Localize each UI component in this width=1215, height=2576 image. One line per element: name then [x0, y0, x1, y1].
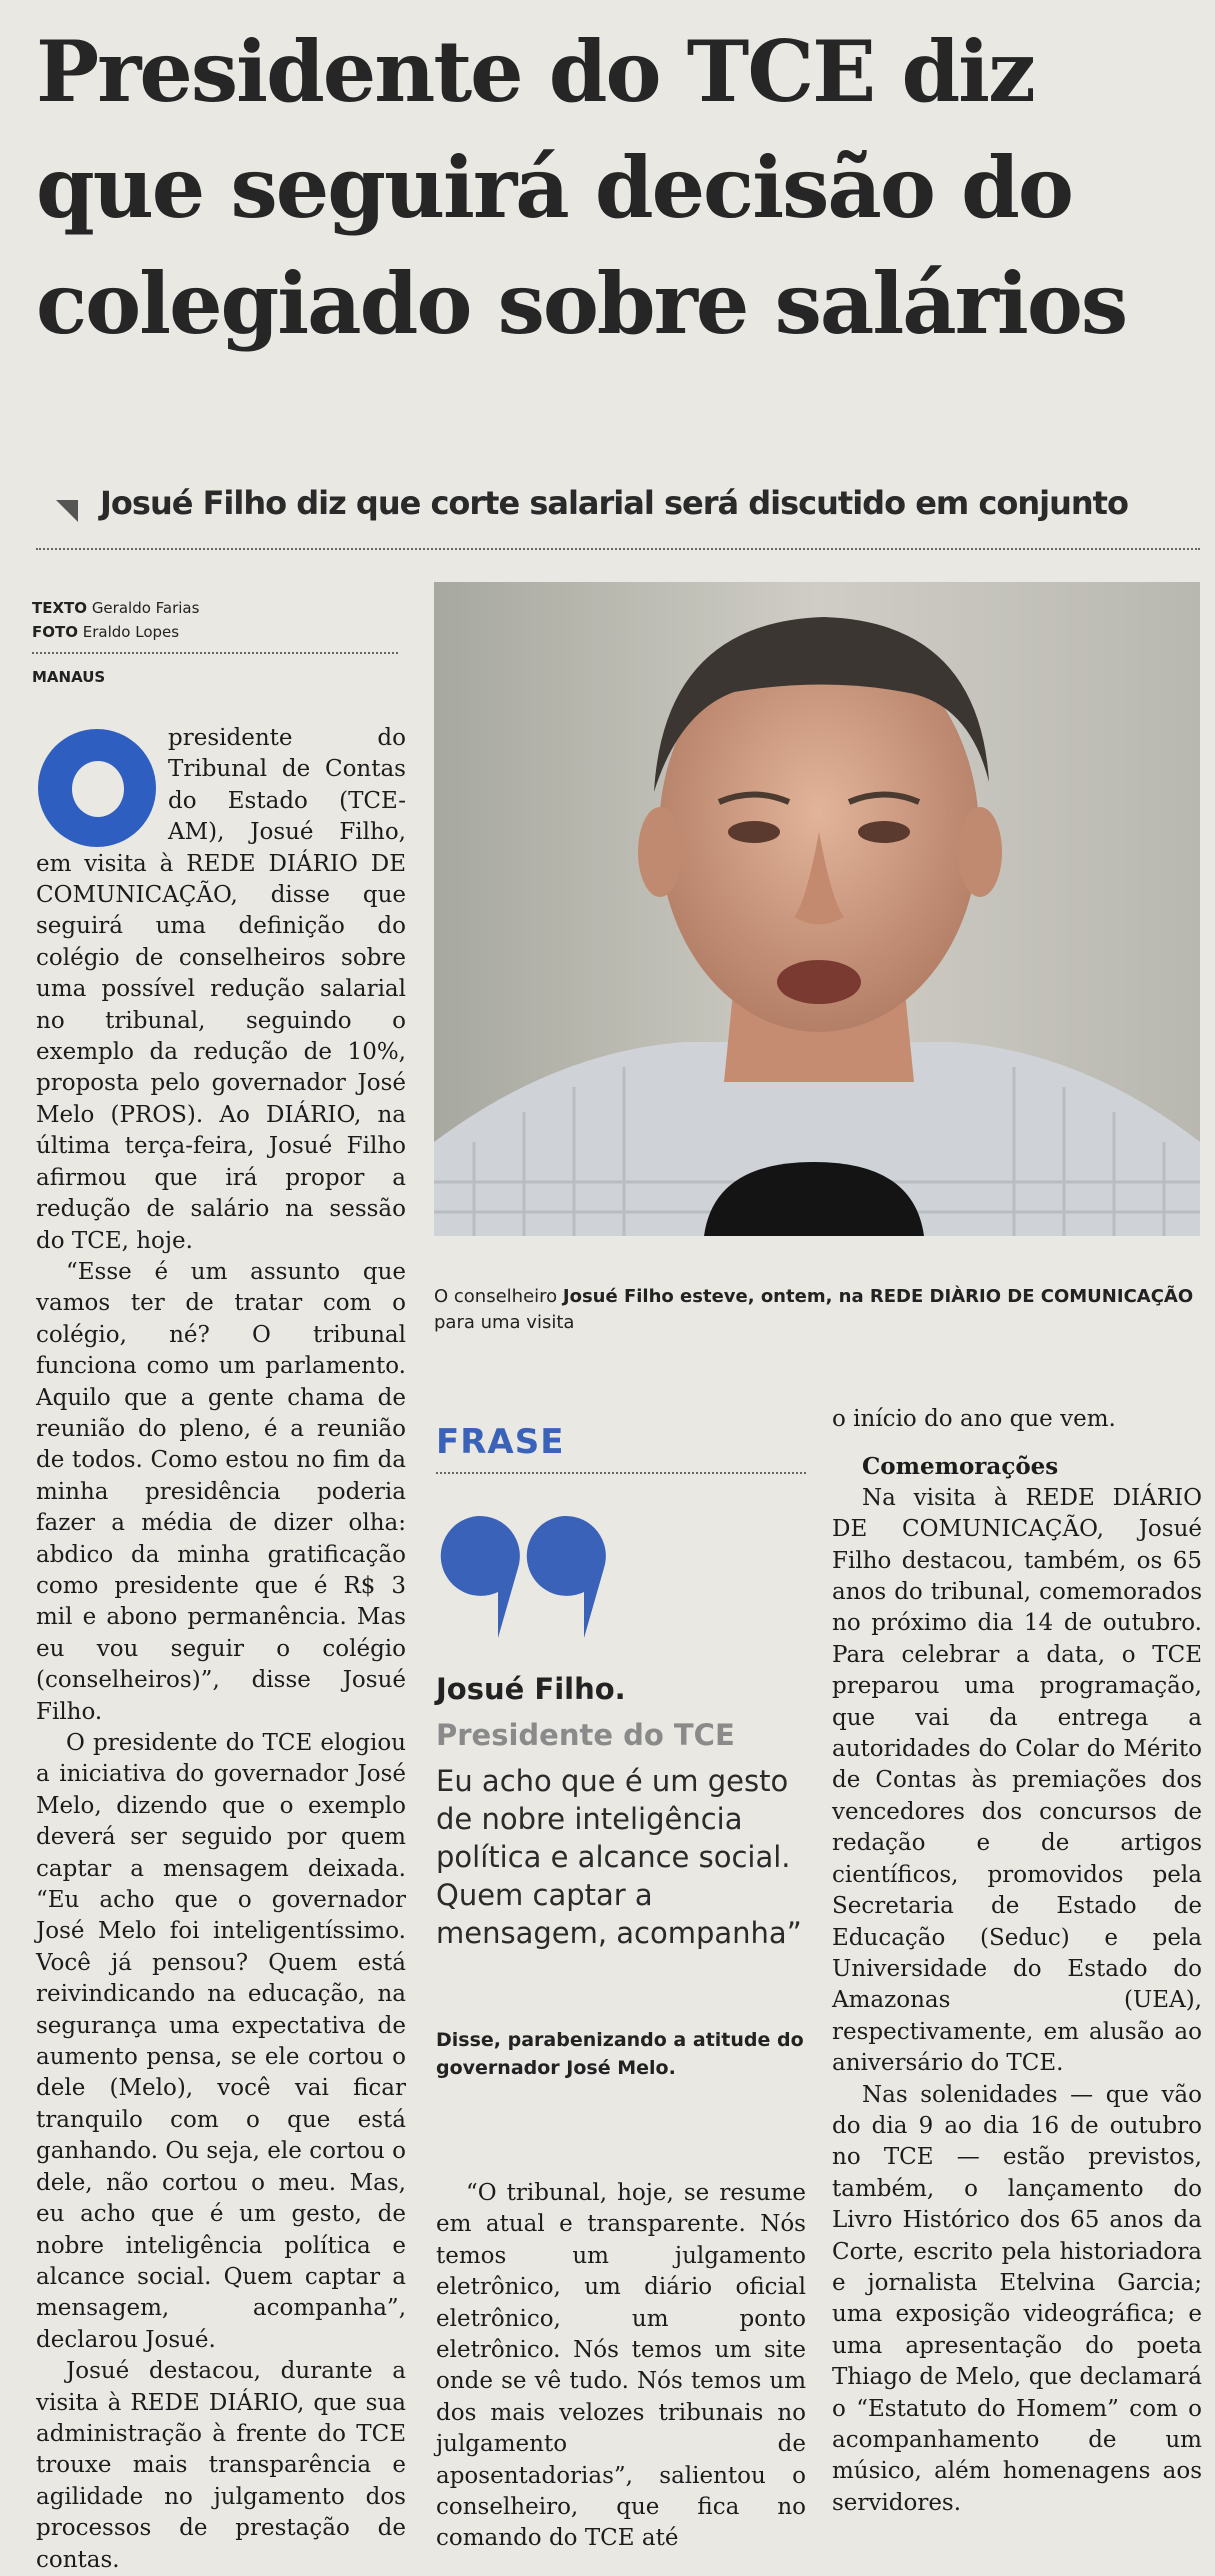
article-column-2 — [436, 2178, 806, 2555]
article-column-1 — [36, 723, 406, 2576]
frase-quote: Eu acho que é um gesto de nobre inteligência política e alcance social. Quem captar a mensagem, acompanha” — [436, 1764, 802, 1950]
photo-credit-author: Eraldo Lopes — [82, 623, 180, 641]
paragraph: O presidente do TCE elogiou a iniciativa do governador José Melo, dizendo que o exemplo deverá ser seguido por quem captar a mensagem deixada. “Eu acho que o governador José Melo foi inteligentíssimo. Você já pensou? Quem está reivindicando na educação, na segurança uma expectativa de aumento pensa, se ele cortou o dele (Melo), você vai ficar tranquilo com o que está ganhando. Ou seja, ele cortou o dele, não cortou o meu. Mas, eu acho que é um gesto, de nobre inteligência política e alcance social. Quem captar a mensagem, acompanha”, declarou Josué. — [36, 1730, 406, 2353]
text-credit-author: Geraldo Farias — [91, 599, 200, 617]
paragraph: Nas solenidades — que vão do dia 9 ao dia 16 de outubro no TCE — estão previstos, também, o lançamento do Livro Histórico dos 65 anos da Corte, escrito pela historiadora e jornalista Etelvina Garcia; uma exposição videográfica; e uma apresentação do poeta Thiago de Melo, que declamará o “Estatuto do Homem” com o acompanhamento de um músico, além homenagens aos servidores. — [832, 2081, 1202, 2516]
frase-label: FRASE — [436, 1422, 565, 1462]
section-subhead: Comemorações — [862, 1453, 1059, 1481]
paragraph: “O tribunal, hoje, se resume em atual e transparente. Nós temos um julgamento eletrônico, um diário oficial eletrônico, um ponto eletrônico. Nós temos um site onde se vê tudo. Nós temos um dos mais velozes tribunais no julgamento de aposentadorias”, salientou o conselheiro, que fica no comando do TCE até — [436, 2180, 806, 2552]
portrait-photo — [434, 582, 1200, 1236]
frase-note: Disse, parabenizando a atitude do governador José Melo. — [436, 2029, 804, 2079]
quote-mark-icon — [436, 1512, 608, 1642]
dateline-place: MANAUS — [32, 668, 106, 686]
article-column-3 — [832, 1404, 1202, 2519]
divider — [436, 1472, 806, 1474]
dropcap-o — [36, 727, 158, 847]
paragraph: Josué destacou, durante a visita à REDE DIÁRIO, que sua administração à frente do TCE trouxe mais transparência e agilidade no julgamento dos processos de prestação de contas. — [36, 2358, 406, 2573]
frase-role: Presidente do TCE — [436, 1718, 735, 1752]
photo-caption — [434, 1284, 1200, 1336]
subheadline-block — [52, 478, 1202, 538]
paragraph: “Esse é um assunto que vamos ter de tratar com o colégio, né? O tribunal funciona como um parlamento. Aquilo que a gente chama de reunião do pleno, é a reunião de todos. Como estou no fim da minha presidência poderia fazer a média de dizer olha: abdico da minha gratificação como presidente que é R$ 3 mil e abono permanência. Mas eu vou seguir o colégio (conselheiros)”, disse Josué Filho. — [36, 1258, 406, 1725]
paragraph: Na visita à REDE DIÁRIO DE COMUNICAÇÃO, Josué Filho destacou, também, os 65 anos do tribunal, comemorados no próximo dia 14 de outubro. Para celebrar a data, o TCE preparou uma programação, que vai da entrega a autoridades do Colar do Mérito de Contas às premiações dos vencedores dos concursos de redação e de artigos científicos, promovidos pela Secretaria de Estado de Educação (Seduc) e pela Universidade do Estado do Amazonas (UEA), respectivamente, em alusão ao aniversário do TCE. — [832, 1484, 1202, 2077]
caption-prefix: O conselheiro — [434, 1286, 563, 1307]
paragraph-continuation: o início do ano que vem. — [832, 1406, 1116, 1432]
caption-bold: Josué Filho esteve, ontem, na REDE DIÀRIO DE COMUNICAÇÃO — [562, 1286, 1194, 1307]
caption-suffix: para uma visita — [434, 1312, 575, 1333]
divider — [36, 548, 1200, 550]
subheadline: Josué Filho diz que corte salarial será discutido em conjunto — [100, 484, 1128, 522]
divider — [32, 652, 398, 654]
byline — [32, 596, 392, 644]
triangle-bullet-icon — [56, 500, 78, 522]
headline: Presidente do TCE diz que seguirá decisão do colegiado sobre salários — [36, 22, 1127, 353]
photo-credit-label: FOTO — [32, 623, 78, 641]
frase-name: Josué Filho. — [436, 1672, 626, 1706]
text-credit-label: TEXTO — [32, 599, 88, 617]
paragraph: presidente do Tribunal de Contas do Estado (TCE-AM), Josué Filho, em visita à REDE DIÁRIO DE COMUNICAÇÃO, disse que seguirá uma definição do colégio de conselheiros sobre uma possível redução salarial no tribunal, seguindo o exemplo da redução de 10%, proposta pelo governador José Melo (PROS). Ao DIÁRIO, na última terça-feira, Josué Filho afirmou que irá propor a redução de salário na sessão do TCE, hoje. — [36, 725, 406, 1254]
